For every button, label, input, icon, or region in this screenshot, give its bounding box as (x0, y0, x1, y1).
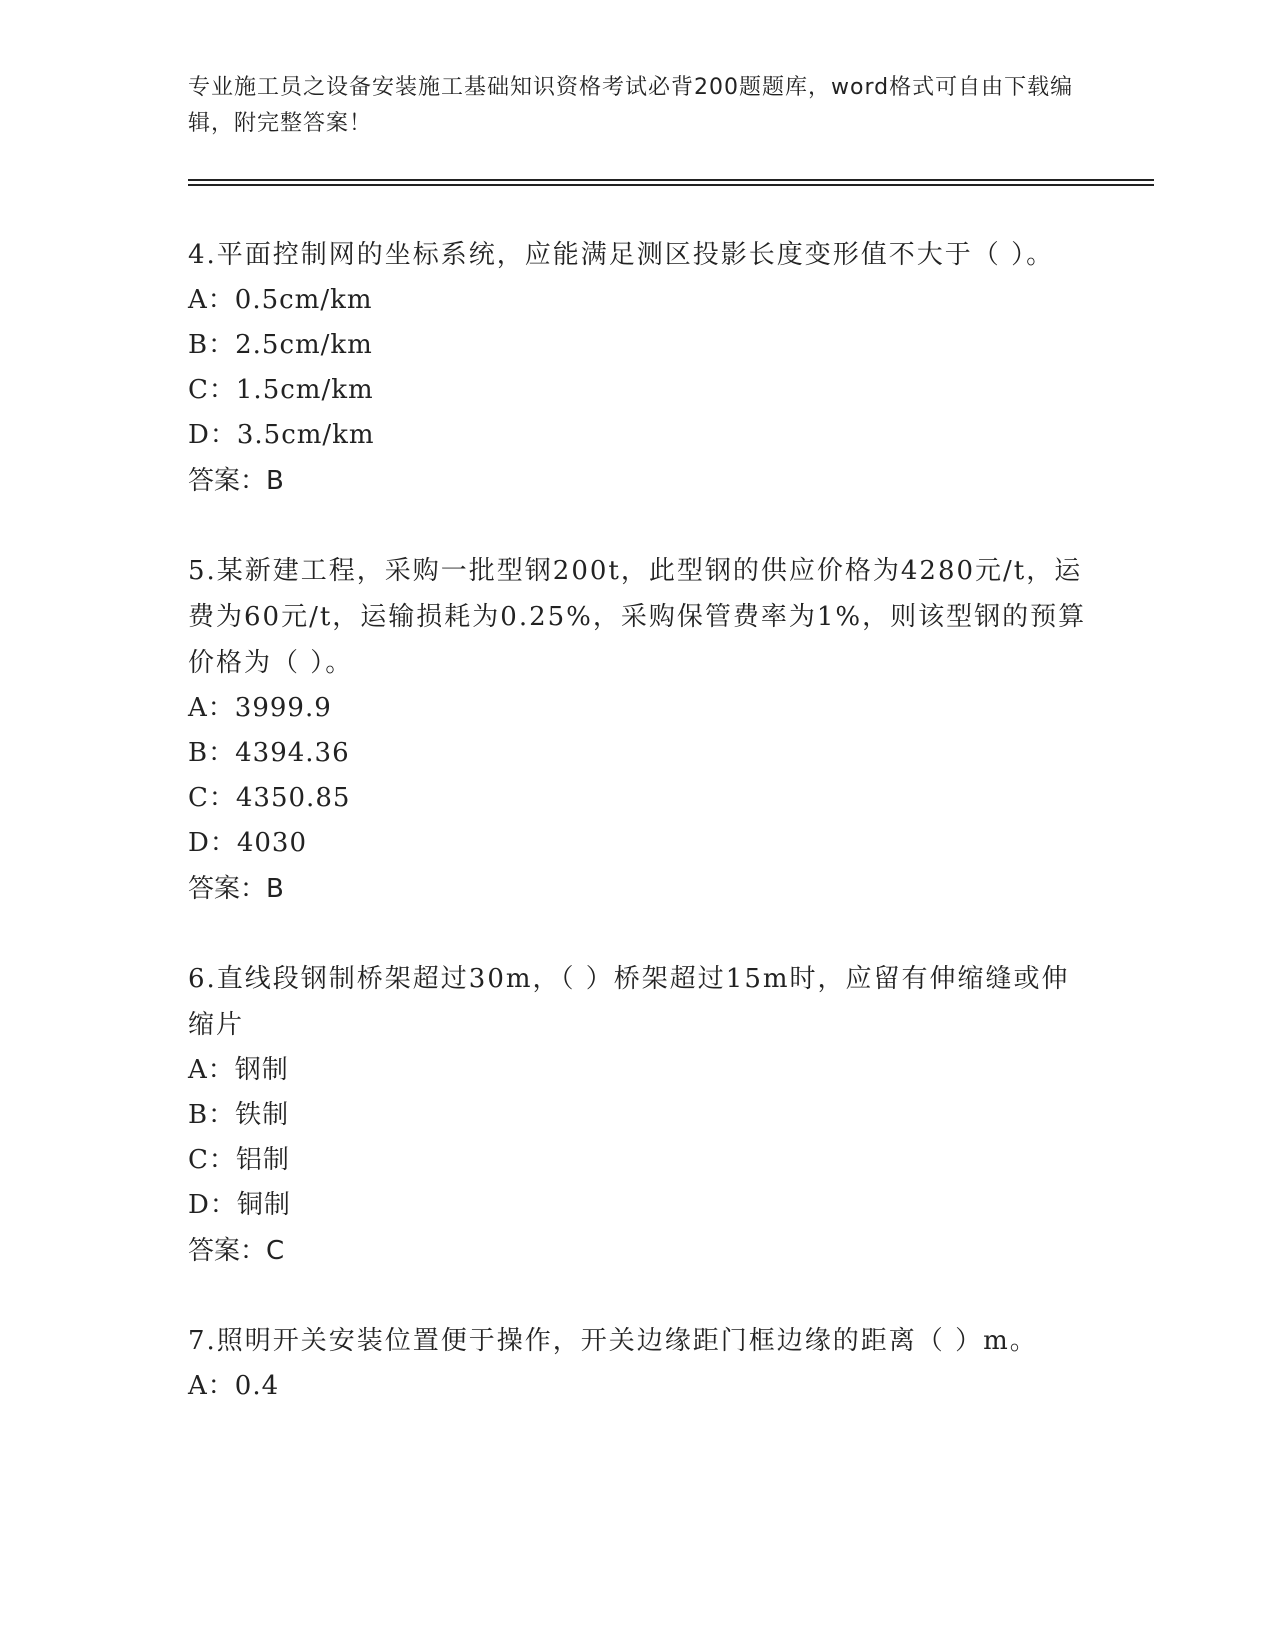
answer-line: 答案：B (188, 466, 284, 496)
option-a: A：3999.9 (188, 693, 332, 723)
answer-line: 答案：B (188, 874, 284, 904)
option-d: D：3.5cm/km (188, 420, 375, 450)
question-text: 6.直线段钢制桥架超过30m，（ ）桥架超过15m时，应留有伸缩缝或伸缩片 (188, 964, 1070, 1040)
question-item (188, 956, 1088, 1274)
option-d: D：铜制 (188, 1190, 291, 1220)
option-a: A：0.4 (188, 1371, 280, 1401)
option-c: C：4350.85 (188, 783, 351, 813)
option-b: B：铁制 (188, 1100, 290, 1130)
option-d: D：4030 (188, 828, 308, 858)
question-text: 4.平面控制网的坐标系统，应能满足测区投影长度变形值不大于（ ）。 (188, 240, 1055, 270)
header-divider-top (188, 179, 1154, 181)
question-list (188, 232, 1088, 1453)
option-b: B：4394.36 (188, 738, 350, 768)
option-c: C：1.5cm/km (188, 375, 374, 405)
question-item (188, 548, 1088, 912)
question-item (188, 232, 1088, 504)
question-item (188, 1318, 1088, 1409)
question-text: 5.某新建工程，采购一批型钢200t，此型钢的供应价格为4280元/t，运费为60元/t，运输损耗为0.25%，采购保管费率为1%，则该型钢的预算价格为（ ）。 (188, 556, 1087, 678)
option-a: A：钢制 (188, 1055, 289, 1085)
document-header: 专业施工员之设备安装施工基础知识资格考试必背200题题库，word格式可自由下载编辑，附完整答案！ (188, 75, 1074, 136)
option-b: B：2.5cm/km (188, 330, 373, 360)
header-divider-bottom (188, 184, 1154, 186)
option-a: A：0.5cm/km (188, 285, 373, 315)
question-text: 7.照明开关安装位置便于操作，开关边缘距门框边缘的距离（ ）m。 (188, 1326, 1038, 1356)
option-c: C：铝制 (188, 1145, 290, 1175)
answer-line: 答案：C (188, 1236, 285, 1266)
